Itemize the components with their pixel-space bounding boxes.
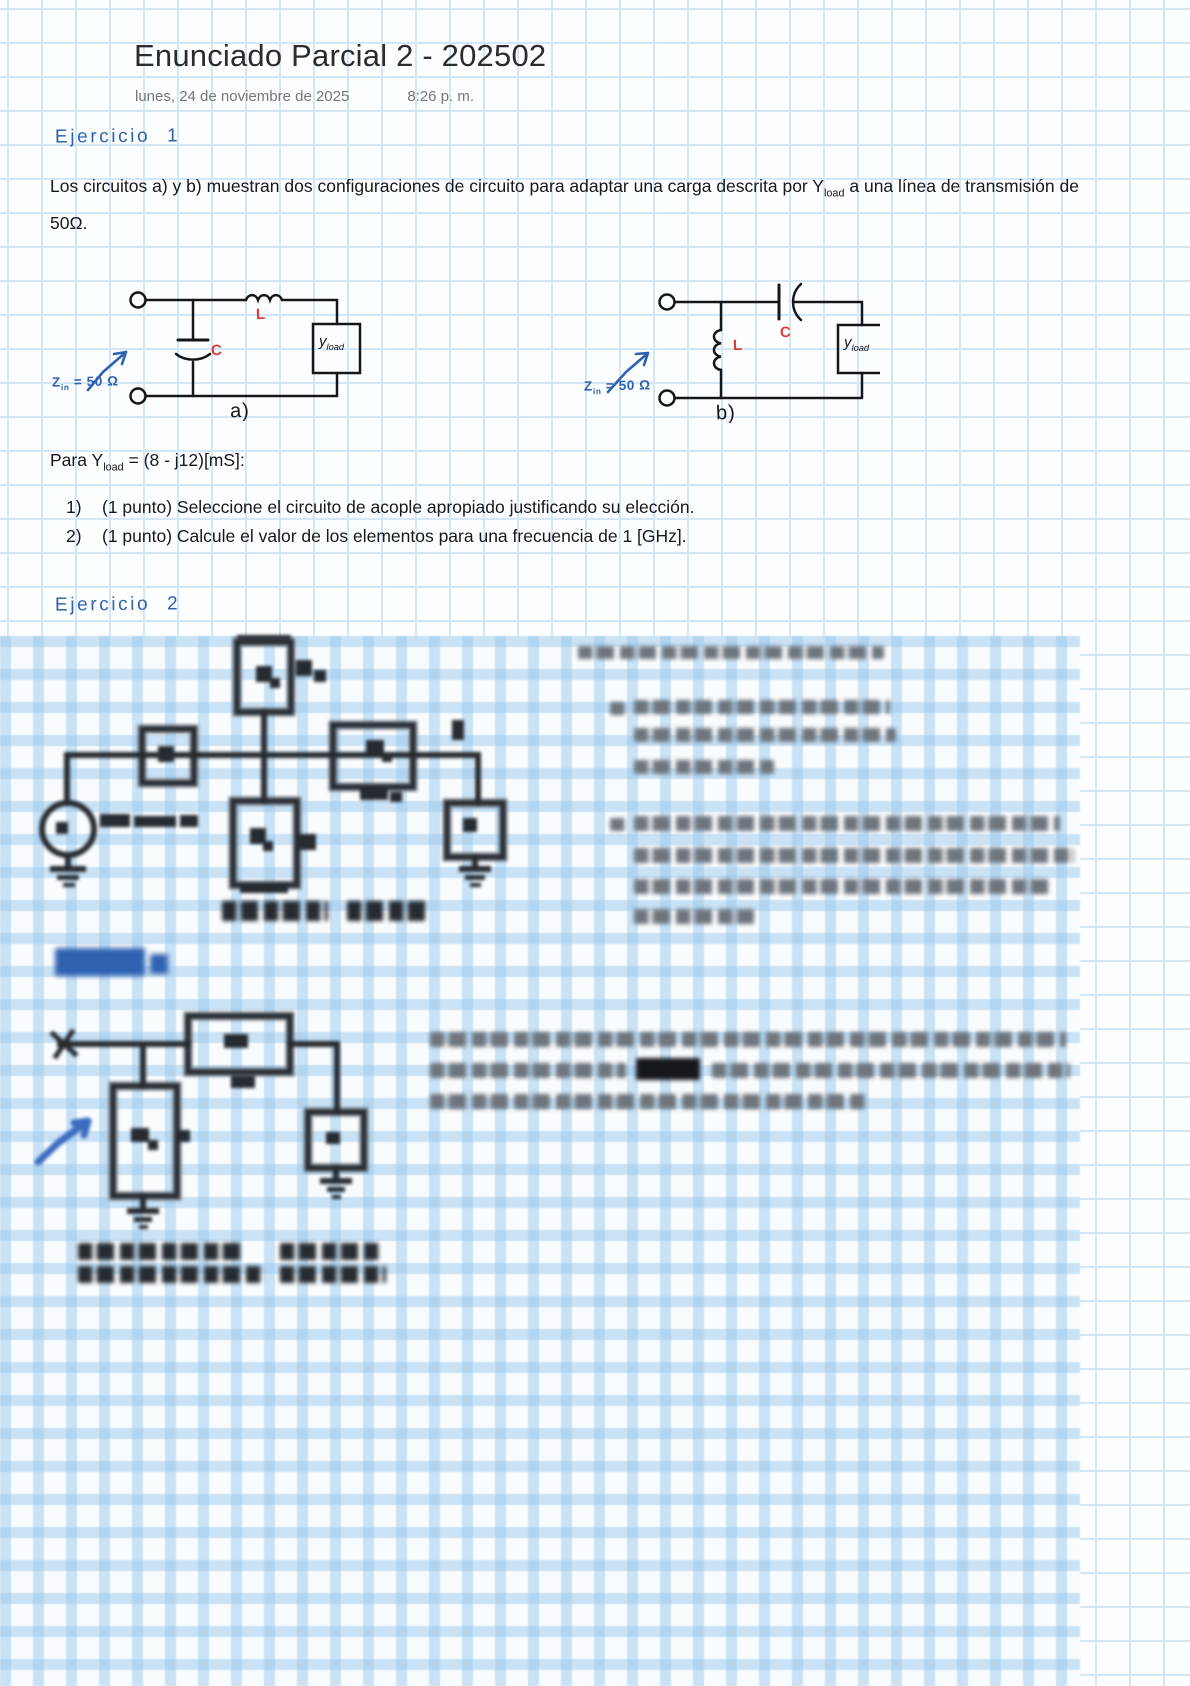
intro-text-2: a una línea de transmisión de 50Ω.	[50, 176, 1079, 233]
exercise1-given	[50, 450, 245, 474]
redacted-label	[280, 1243, 380, 1260]
exercise1-intro	[50, 172, 1090, 238]
zin-sub: in	[60, 381, 70, 393]
redacted-text-line	[430, 1032, 1066, 1047]
given-text: Para Y	[50, 450, 104, 470]
page-time: 8:26 p. m.	[407, 88, 475, 105]
exercise1-heading: Ejercicio 1	[54, 125, 181, 148]
redacted-text-line	[634, 848, 1074, 863]
redacted-label	[280, 1266, 386, 1283]
redacted-text-line	[634, 816, 1060, 831]
redacted-text-line	[430, 1094, 866, 1109]
redacted-text-line	[634, 728, 896, 742]
redacted-bold-formula	[636, 1058, 700, 1080]
caption-a: a)	[229, 399, 251, 423]
zin-label-b	[584, 377, 651, 396]
load-sub: load	[851, 343, 870, 353]
wire	[794, 302, 862, 325]
inductor-symbol	[714, 330, 721, 370]
zin-label-a	[52, 373, 119, 392]
item-text: (1 punto) Calcule el valor de los elementos para una frecuencia de 1 [GHz].	[102, 526, 687, 546]
redacted-text-line	[634, 760, 774, 774]
page-date: lunes, 24 de noviembre de 2025	[135, 88, 350, 105]
wire	[146, 373, 337, 396]
load-main: y	[844, 334, 852, 351]
load-label-a	[319, 333, 344, 352]
exercise1-items	[66, 497, 866, 555]
capacitor-label-a: C	[210, 341, 223, 360]
given-subscript: load	[103, 461, 124, 474]
inductor-label-b: L	[732, 336, 743, 355]
redacted-text-line	[634, 700, 890, 714]
exercise2-heading: Ejercicio 2	[54, 593, 181, 616]
redacted-list-marker	[610, 702, 626, 715]
redacted-exercise3-heading	[55, 948, 145, 976]
redacted-circuit-exercise3	[20, 1010, 410, 1245]
page-title: Enunciado Parcial 2 - 202502	[134, 38, 547, 73]
redacted-circuit-exercise2	[30, 630, 530, 940]
redacted-label	[78, 1266, 263, 1283]
capacitor-plate-curved	[176, 354, 210, 360]
intro-text: Los circuitos a) y b) muestran dos configuraciones de circuito para adaptar una carga descrita por Y	[50, 176, 824, 196]
zin-value: = 50 Ω	[69, 373, 119, 390]
item-number: 2)	[66, 526, 82, 546]
redacted-blue-arrow	[38, 1121, 88, 1162]
redacted-text-line	[578, 646, 884, 659]
input-terminal-top	[131, 293, 146, 308]
input-terminal-bottom	[131, 389, 146, 404]
redacted-exercise3-heading-number	[150, 954, 168, 974]
zin-z: Z	[51, 374, 61, 390]
redacted-text-line	[634, 909, 754, 924]
zin-value: = 50 Ω	[601, 377, 651, 394]
input-terminal-top	[660, 295, 675, 310]
list-item	[66, 497, 866, 518]
inductor-symbol	[246, 295, 282, 300]
item-text: (1 punto) Seleccione el circuito de acople apropiado justificando su elección.	[102, 497, 695, 517]
load-sub: load	[326, 342, 345, 352]
given-text-2: = (8 - j12)[mS]:	[123, 450, 245, 470]
redacted-marks	[50, 660, 491, 893]
redacted-text-line	[634, 879, 1054, 894]
list-item	[66, 526, 866, 547]
redacted-label	[78, 1243, 246, 1260]
intro-subscript: load	[823, 187, 845, 200]
redacted-label	[347, 901, 431, 921]
capacitor-label-b: C	[779, 323, 792, 342]
zin-sub: in	[592, 385, 602, 397]
redacted-text-line	[430, 1063, 626, 1078]
item-number: 1)	[66, 497, 82, 517]
redacted-list-marker	[610, 818, 626, 831]
input-terminal-bottom	[660, 391, 675, 406]
wire	[282, 300, 337, 324]
load-main: y	[319, 333, 327, 350]
zin-z: Z	[583, 378, 593, 394]
redacted-text-line	[712, 1063, 1070, 1078]
load-label-b	[844, 334, 869, 353]
page-meta	[135, 88, 474, 105]
inductor-label-a: L	[255, 305, 266, 324]
caption-b: b)	[715, 401, 737, 425]
wire	[675, 373, 862, 398]
redacted-label	[222, 901, 328, 921]
